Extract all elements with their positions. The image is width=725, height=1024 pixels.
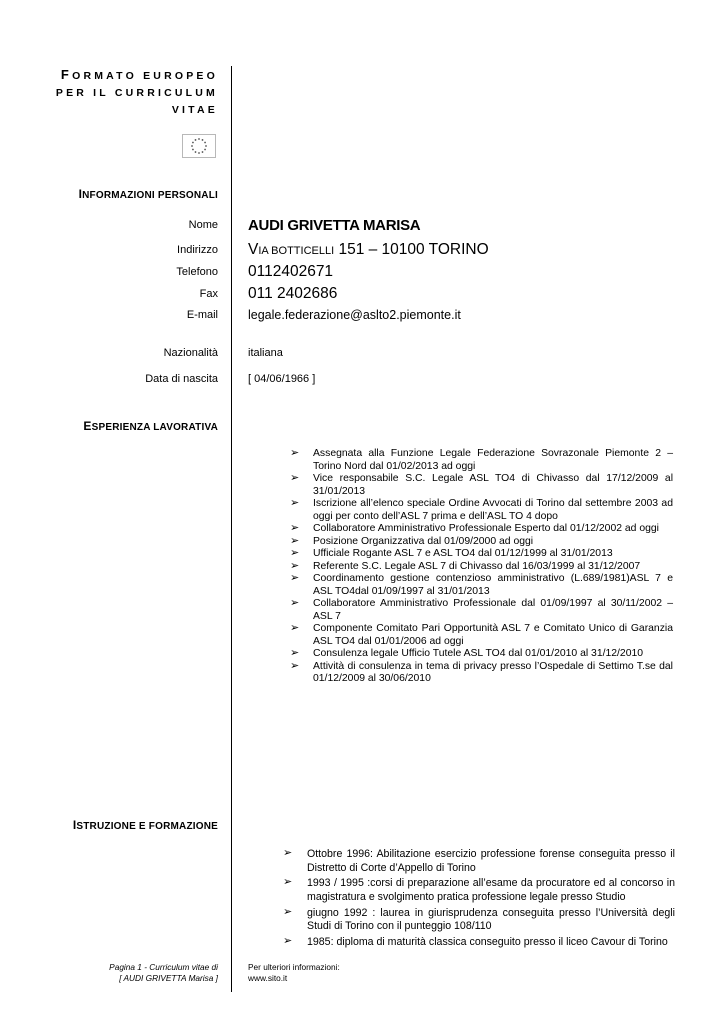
flag-star — [204, 149, 206, 151]
arrow-bullet-icon: ➢ — [283, 905, 293, 918]
flag-star — [192, 142, 194, 144]
experience-item — [290, 534, 673, 549]
experience-item — [290, 597, 673, 623]
nationality-label: Nazionalità — [163, 347, 218, 359]
experience-item — [290, 622, 673, 648]
birthdate-value: [ 04/06/1966 ] — [248, 373, 316, 385]
experience-item-text: Coordinamento gestione contenzioso amministrativo (L.689/1981)ASL 7 e ASL TO4dal 01/09/1997 al 31/01/2013 — [313, 573, 673, 597]
arrow-bullet-icon: ➢ — [290, 659, 300, 672]
flag-star — [195, 139, 197, 141]
flag-star — [195, 151, 197, 153]
experience-item-text: Ufficiale Rogante ASL 7 e ASL TO4 dal 01/12/1999 al 31/01/2013 — [313, 548, 613, 559]
arrow-bullet-icon: ➢ — [290, 547, 300, 559]
eu-flag-icon — [182, 134, 216, 158]
footer-page-info — [109, 962, 218, 984]
experience-item-text: Posizione Organizzativa dal 01/09/2000 ad oggi — [313, 535, 534, 547]
experience-item — [290, 472, 673, 498]
experience-item — [290, 522, 673, 536]
phone-value: 0112402671 — [248, 263, 334, 280]
education-item-text: giugno 1992 : laurea in giurisprudenza conseguita presso l’Università degli Studi di Torino con il punteggio 108/110 — [307, 906, 675, 933]
education-item-text: 1993 / 1995 :corsi di preparazione all’esame da procuratore ed al concorso in magistratura e svolgimento pratica professione legale presso Studio — [307, 877, 675, 903]
section-education: ISTRUZIONE E FORMAZIONE — [72, 818, 218, 832]
column-divider — [231, 66, 232, 992]
flag-star — [198, 152, 200, 154]
experience-item-text: Attività di consulenza in tema di privacy presso l’Ospedale di Settimo T.se dal 01/12/2009 al 30/06/2010 — [313, 660, 673, 684]
flag-star — [202, 139, 204, 141]
name-label: Nome — [188, 219, 218, 231]
experience-item-text: Collaboratore Amministrativo Professionale Esperto dal 01/12/2002 ad oggi — [313, 523, 659, 534]
footer-name-line: [ AUDI GRIVETTA Marisa ] — [119, 973, 218, 983]
flag-star — [191, 145, 193, 147]
flag-star — [198, 138, 200, 140]
cv-title-line2: PER IL CURRICULUM — [55, 87, 218, 99]
experience-item-text: Componente Comitato Pari Opportunità ASL 7 e Comitato Unico di Garanzia ASL TO4 dal 01/01/2006 ad oggi — [313, 623, 673, 647]
address-label: Indirizzo — [177, 244, 218, 256]
cv-title — [56, 66, 218, 119]
education-item — [283, 935, 675, 950]
cv-title-line1: FORMATO EUROPEO — [60, 67, 218, 82]
fax-label: Fax — [199, 288, 218, 300]
arrow-bullet-icon: ➢ — [283, 876, 293, 889]
flag-star — [205, 145, 207, 147]
experience-item — [290, 647, 673, 661]
arrow-bullet-icon: ➢ — [290, 559, 300, 572]
experience-item-text: Vice responsabile S.C. Legale ASL TO4 di Chivasso dal 17/12/2009 al 31/01/2013 — [313, 473, 673, 497]
experience-item — [290, 447, 673, 473]
education-list — [283, 847, 675, 952]
experience-item-text: Referente S.C. Legale ASL 7 di Chivasso dal 16/03/1999 al 31/12/2007 — [313, 560, 641, 572]
experience-item — [290, 547, 673, 561]
footer-website-link[interactable]: www.sito.it — [248, 973, 288, 983]
name-value: AUDI GRIVETTA MARISA — [248, 217, 421, 234]
email-value[interactable]: legale.federazione@aslto2.piemonte.it — [248, 308, 461, 322]
footer-more-info — [248, 962, 340, 984]
flag-star — [202, 151, 204, 153]
arrow-bullet-icon: ➢ — [290, 622, 300, 634]
arrow-bullet-icon: ➢ — [290, 534, 300, 547]
education-item-text: Ottobre 1996: Abilitazione esercizio professione forense conseguita presso il Distretto di Corte d’Appello di Torino — [307, 848, 675, 874]
nationality-value: italiana — [248, 347, 283, 359]
cv-title-line3: VITAE — [171, 104, 218, 116]
footer-info-label: Per ulteriori informazioni: — [248, 962, 340, 972]
education-item — [283, 847, 675, 875]
address-value: VIA BOTTICELLI 151 – 10100 TORINO — [248, 241, 489, 258]
experience-list — [290, 447, 673, 686]
experience-item — [290, 497, 673, 523]
section-personal-info: INFORMAZIONI PERSONALI — [78, 187, 218, 201]
flag-star — [192, 149, 194, 151]
section-work-experience: ESPERIENZA LAVORATIVA — [83, 419, 218, 433]
arrow-bullet-icon: ➢ — [283, 935, 293, 948]
arrow-bullet-icon: ➢ — [290, 447, 300, 459]
experience-item-text: Iscrizione all’elenco speciale Ordine Avvocati di Torino dal settembre 2003 ad oggi per conto dell’ASL 7 prima e dell’ASL TO 4 dopo — [313, 498, 673, 522]
education-item-text: 1985: diploma di maturità classica conseguito presso il liceo Cavour di Torino — [307, 936, 668, 949]
phone-label: Telefono — [176, 266, 218, 278]
arrow-bullet-icon: ➢ — [290, 572, 300, 584]
experience-item-text: Consulenza legale Ufficio Tutele ASL TO4 dal 01/01/2010 al 31/12/2010 — [313, 648, 644, 659]
arrow-bullet-icon: ➢ — [283, 847, 293, 859]
email-label: E-mail — [186, 309, 218, 321]
education-item — [283, 876, 675, 904]
arrow-bullet-icon: ➢ — [290, 472, 300, 484]
arrow-bullet-icon: ➢ — [290, 647, 300, 659]
experience-item — [290, 572, 673, 598]
arrow-bullet-icon: ➢ — [290, 522, 300, 534]
arrow-bullet-icon: ➢ — [290, 497, 300, 509]
fax-value: 011 2402686 — [248, 285, 338, 302]
experience-item — [290, 559, 673, 574]
education-item — [283, 905, 675, 934]
birthdate-label: Data di nascita — [145, 373, 218, 385]
experience-item-text: Collaboratore Amministrativo Professionale dal 01/09/1997 al 30/11/2002 – ASL 7 — [313, 598, 673, 622]
experience-item — [290, 659, 673, 686]
flag-star — [204, 142, 206, 144]
arrow-bullet-icon: ➢ — [290, 597, 300, 609]
footer-page-line: Pagina 1 - Curriculum vitae di — [109, 962, 218, 972]
experience-item-text: Assegnata alla Funzione Legale Federazione Sovrazonale Piemonte 2 – Torino Nord dal 01/02/2013 ad oggi — [313, 448, 673, 472]
